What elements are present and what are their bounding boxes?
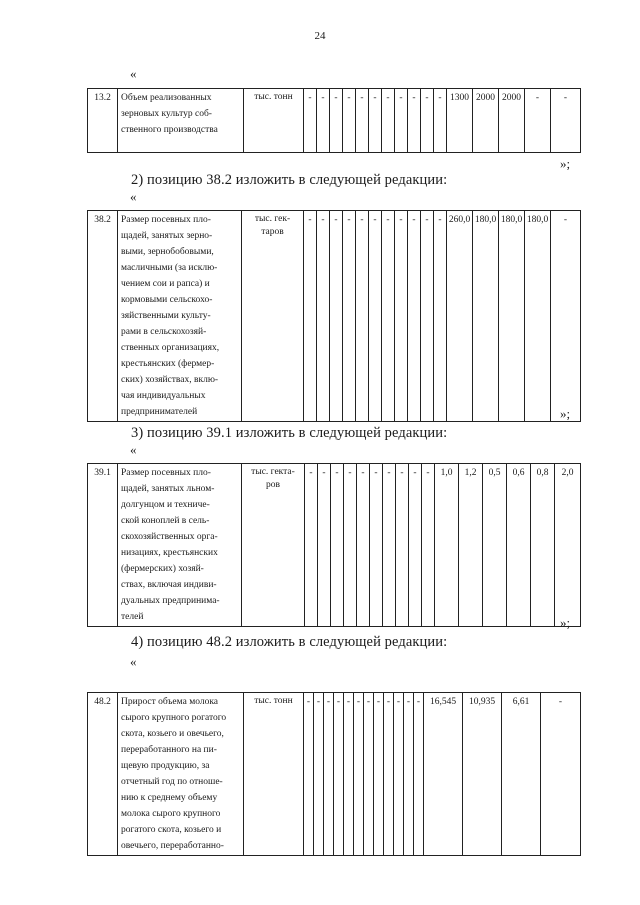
year-value-cell: - — [305, 464, 318, 627]
year-value-cell: - — [409, 464, 422, 627]
heading-position-48-2: 4) позицию 48.2 изложить в следующей редакции: — [131, 634, 448, 650]
target-value-cell: 0,5 — [483, 464, 507, 627]
heading-position-38-2: 2) позицию 38.2 изложить в следующей редакции: — [131, 172, 448, 188]
description-line: рами в сельскохозяй- — [121, 327, 207, 337]
description-line: скохозяйственных орга- — [121, 532, 218, 542]
target-value-cell: - — [551, 89, 581, 153]
unit-line: тыс. гек- — [254, 214, 291, 224]
table-row — [88, 464, 581, 627]
open-quote-3: « — [130, 442, 137, 457]
position-description — [118, 464, 242, 627]
target-value-cell: 2000 — [499, 89, 525, 153]
description-line: (фермерских) хозяй- — [121, 564, 204, 574]
unit-of-measure — [244, 693, 304, 856]
target-value-cell: 180,0 — [525, 211, 551, 422]
description-line: ских) хозяйствах, вклю- — [121, 375, 219, 385]
year-value-cell: - — [374, 693, 384, 856]
target-value-cell: - — [551, 211, 581, 422]
year-value-cell: - — [314, 693, 324, 856]
target-value-cell: 260,0 — [447, 211, 473, 422]
year-value-cell: - — [434, 211, 447, 422]
target-value-cell: 1,2 — [459, 464, 483, 627]
position-number: 48.2 — [88, 693, 118, 856]
year-value-cell: - — [330, 89, 343, 153]
description-line: Размер посевных пло- — [121, 215, 211, 225]
description-line: овечьего, переработанно- — [121, 841, 224, 851]
description-line: крестьянских (фермер- — [121, 359, 215, 369]
target-value-cell: 2000 — [473, 89, 499, 153]
year-value-cell: - — [370, 464, 383, 627]
year-value-cell: - — [421, 89, 434, 153]
description-line: зерновых культур соб- — [121, 109, 212, 119]
year-value-cell: - — [343, 89, 356, 153]
unit-line: тыс. гекта- — [251, 467, 295, 477]
target-value-cell: 6,61 — [502, 693, 541, 856]
page-number: 24 — [314, 30, 326, 42]
year-value-cell: - — [344, 693, 354, 856]
year-value-cell: - — [356, 211, 369, 422]
table-position-38-2 — [87, 210, 581, 422]
unit-of-measure — [242, 211, 304, 422]
description-line: ствах, включая индиви- — [121, 580, 217, 590]
year-value-cell: - — [330, 211, 343, 422]
year-value-cell: - — [304, 693, 314, 856]
year-value-cell: - — [356, 89, 369, 153]
year-value-cell: - — [382, 89, 395, 153]
unit-of-measure — [244, 89, 304, 153]
description-line: телей — [121, 612, 144, 622]
description-line: щевую продукцию, за — [121, 761, 210, 771]
position-description — [118, 211, 242, 422]
year-value-cell: - — [395, 89, 408, 153]
year-value-cell: - — [334, 693, 344, 856]
description-line: переработанного на пи- — [121, 745, 217, 755]
description-line: дуальных предпринима- — [121, 596, 220, 606]
description-line: скота, козьего и овечьего, — [121, 729, 224, 739]
description-line: Объем реализованных — [121, 93, 212, 103]
description-line: молока сырого крупного — [121, 809, 221, 819]
description-line: Прирост объема молока — [121, 697, 219, 707]
description-line: зяйственными культу- — [121, 311, 211, 321]
year-value-cell: - — [331, 464, 344, 627]
description-line: сырого крупного рогатого — [121, 713, 227, 723]
year-value-cell: - — [369, 211, 382, 422]
year-value-cell: - — [304, 89, 317, 153]
close-quote-3: »; — [560, 615, 571, 630]
description-line: щадей, занятых зерно- — [121, 231, 213, 241]
position-description — [118, 89, 244, 153]
year-value-cell: - — [404, 693, 414, 856]
year-value-cell: - — [422, 464, 435, 627]
year-value-cell: - — [318, 464, 331, 627]
year-value-cell: - — [357, 464, 370, 627]
description-line: ской коноплей в сель- — [121, 516, 210, 526]
target-value-cell: 180,0 — [499, 211, 525, 422]
close-quote-1: »; — [560, 156, 571, 171]
year-value-cell: - — [382, 211, 395, 422]
description-line: масличными (за исклю- — [121, 263, 218, 273]
year-value-cell: - — [369, 89, 382, 153]
year-value-cell: - — [344, 464, 357, 627]
year-value-cell: - — [396, 464, 409, 627]
table-position-39-1 — [87, 463, 581, 627]
description-line: ственных организациях, — [121, 343, 220, 353]
heading-position-39-1: 3) позицию 39.1 изложить в следующей редакции: — [131, 425, 448, 441]
table-position-13-2 — [87, 88, 581, 153]
year-value-cell: - — [434, 89, 447, 153]
target-value-cell: - — [541, 693, 581, 856]
target-value-cell: 0,8 — [531, 464, 555, 627]
position-number: 13.2 — [88, 89, 118, 153]
description-line: предпринимателей — [121, 407, 198, 417]
table-row — [88, 693, 581, 856]
year-value-cell: - — [395, 211, 408, 422]
year-value-cell: - — [421, 211, 434, 422]
position-number: 38.2 — [88, 211, 118, 422]
position-number: 39.1 — [88, 464, 118, 627]
unit-line: ров — [266, 480, 280, 490]
year-value-cell: - — [354, 693, 364, 856]
year-value-cell: - — [414, 693, 424, 856]
unit-of-measure — [242, 464, 305, 627]
year-value-cell: - — [364, 693, 374, 856]
target-value-cell: 1300 — [447, 89, 473, 153]
description-line: отчетный год по отноше- — [121, 777, 223, 787]
description-line: низациях, крестьянских — [121, 548, 218, 558]
close-quote-2: »; — [560, 406, 571, 421]
year-value-cell: - — [317, 211, 330, 422]
description-line: Размер посевных пло- — [121, 468, 211, 478]
table-position-48-2 — [87, 692, 581, 856]
description-line: щадей, занятых льном- — [121, 484, 215, 494]
description-line: ственного производства — [121, 125, 218, 135]
unit-line: тыс. тонн — [254, 92, 293, 102]
unit-line: таров — [261, 227, 284, 237]
open-quote-2: « — [130, 189, 137, 204]
year-value-cell: - — [304, 211, 317, 422]
description-line: чением сои и рапса) и — [121, 279, 210, 289]
year-value-cell: - — [343, 211, 356, 422]
table-row — [88, 89, 581, 153]
year-value-cell: - — [394, 693, 404, 856]
target-value-cell: 2,0 — [555, 464, 581, 627]
year-value-cell: - — [317, 89, 330, 153]
target-value-cell: 16,545 — [424, 693, 463, 856]
description-line: нию к среднему объему — [121, 793, 218, 803]
open-quote-4: « — [130, 654, 137, 669]
description-line: рогатого скота, козьего и — [121, 825, 222, 835]
year-value-cell: - — [324, 693, 334, 856]
description-line: выми, зернобобовыми, — [121, 247, 214, 257]
target-value-cell: 10,935 — [463, 693, 502, 856]
target-value-cell: 1,0 — [435, 464, 459, 627]
year-value-cell: - — [384, 693, 394, 856]
target-value-cell: 0,6 — [507, 464, 531, 627]
open-quote-1: « — [130, 66, 137, 81]
position-description — [118, 693, 244, 856]
description-line: долгунцом и техниче- — [121, 500, 210, 510]
description-line: кормовыми сельскохо- — [121, 295, 213, 305]
year-value-cell: - — [408, 89, 421, 153]
table-row — [88, 211, 581, 422]
year-value-cell: - — [383, 464, 396, 627]
unit-line: тыс. тонн — [254, 696, 293, 706]
target-value-cell: 180,0 — [473, 211, 499, 422]
target-value-cell: - — [525, 89, 551, 153]
description-line: чая индивидуальных — [121, 391, 206, 401]
year-value-cell: - — [408, 211, 421, 422]
